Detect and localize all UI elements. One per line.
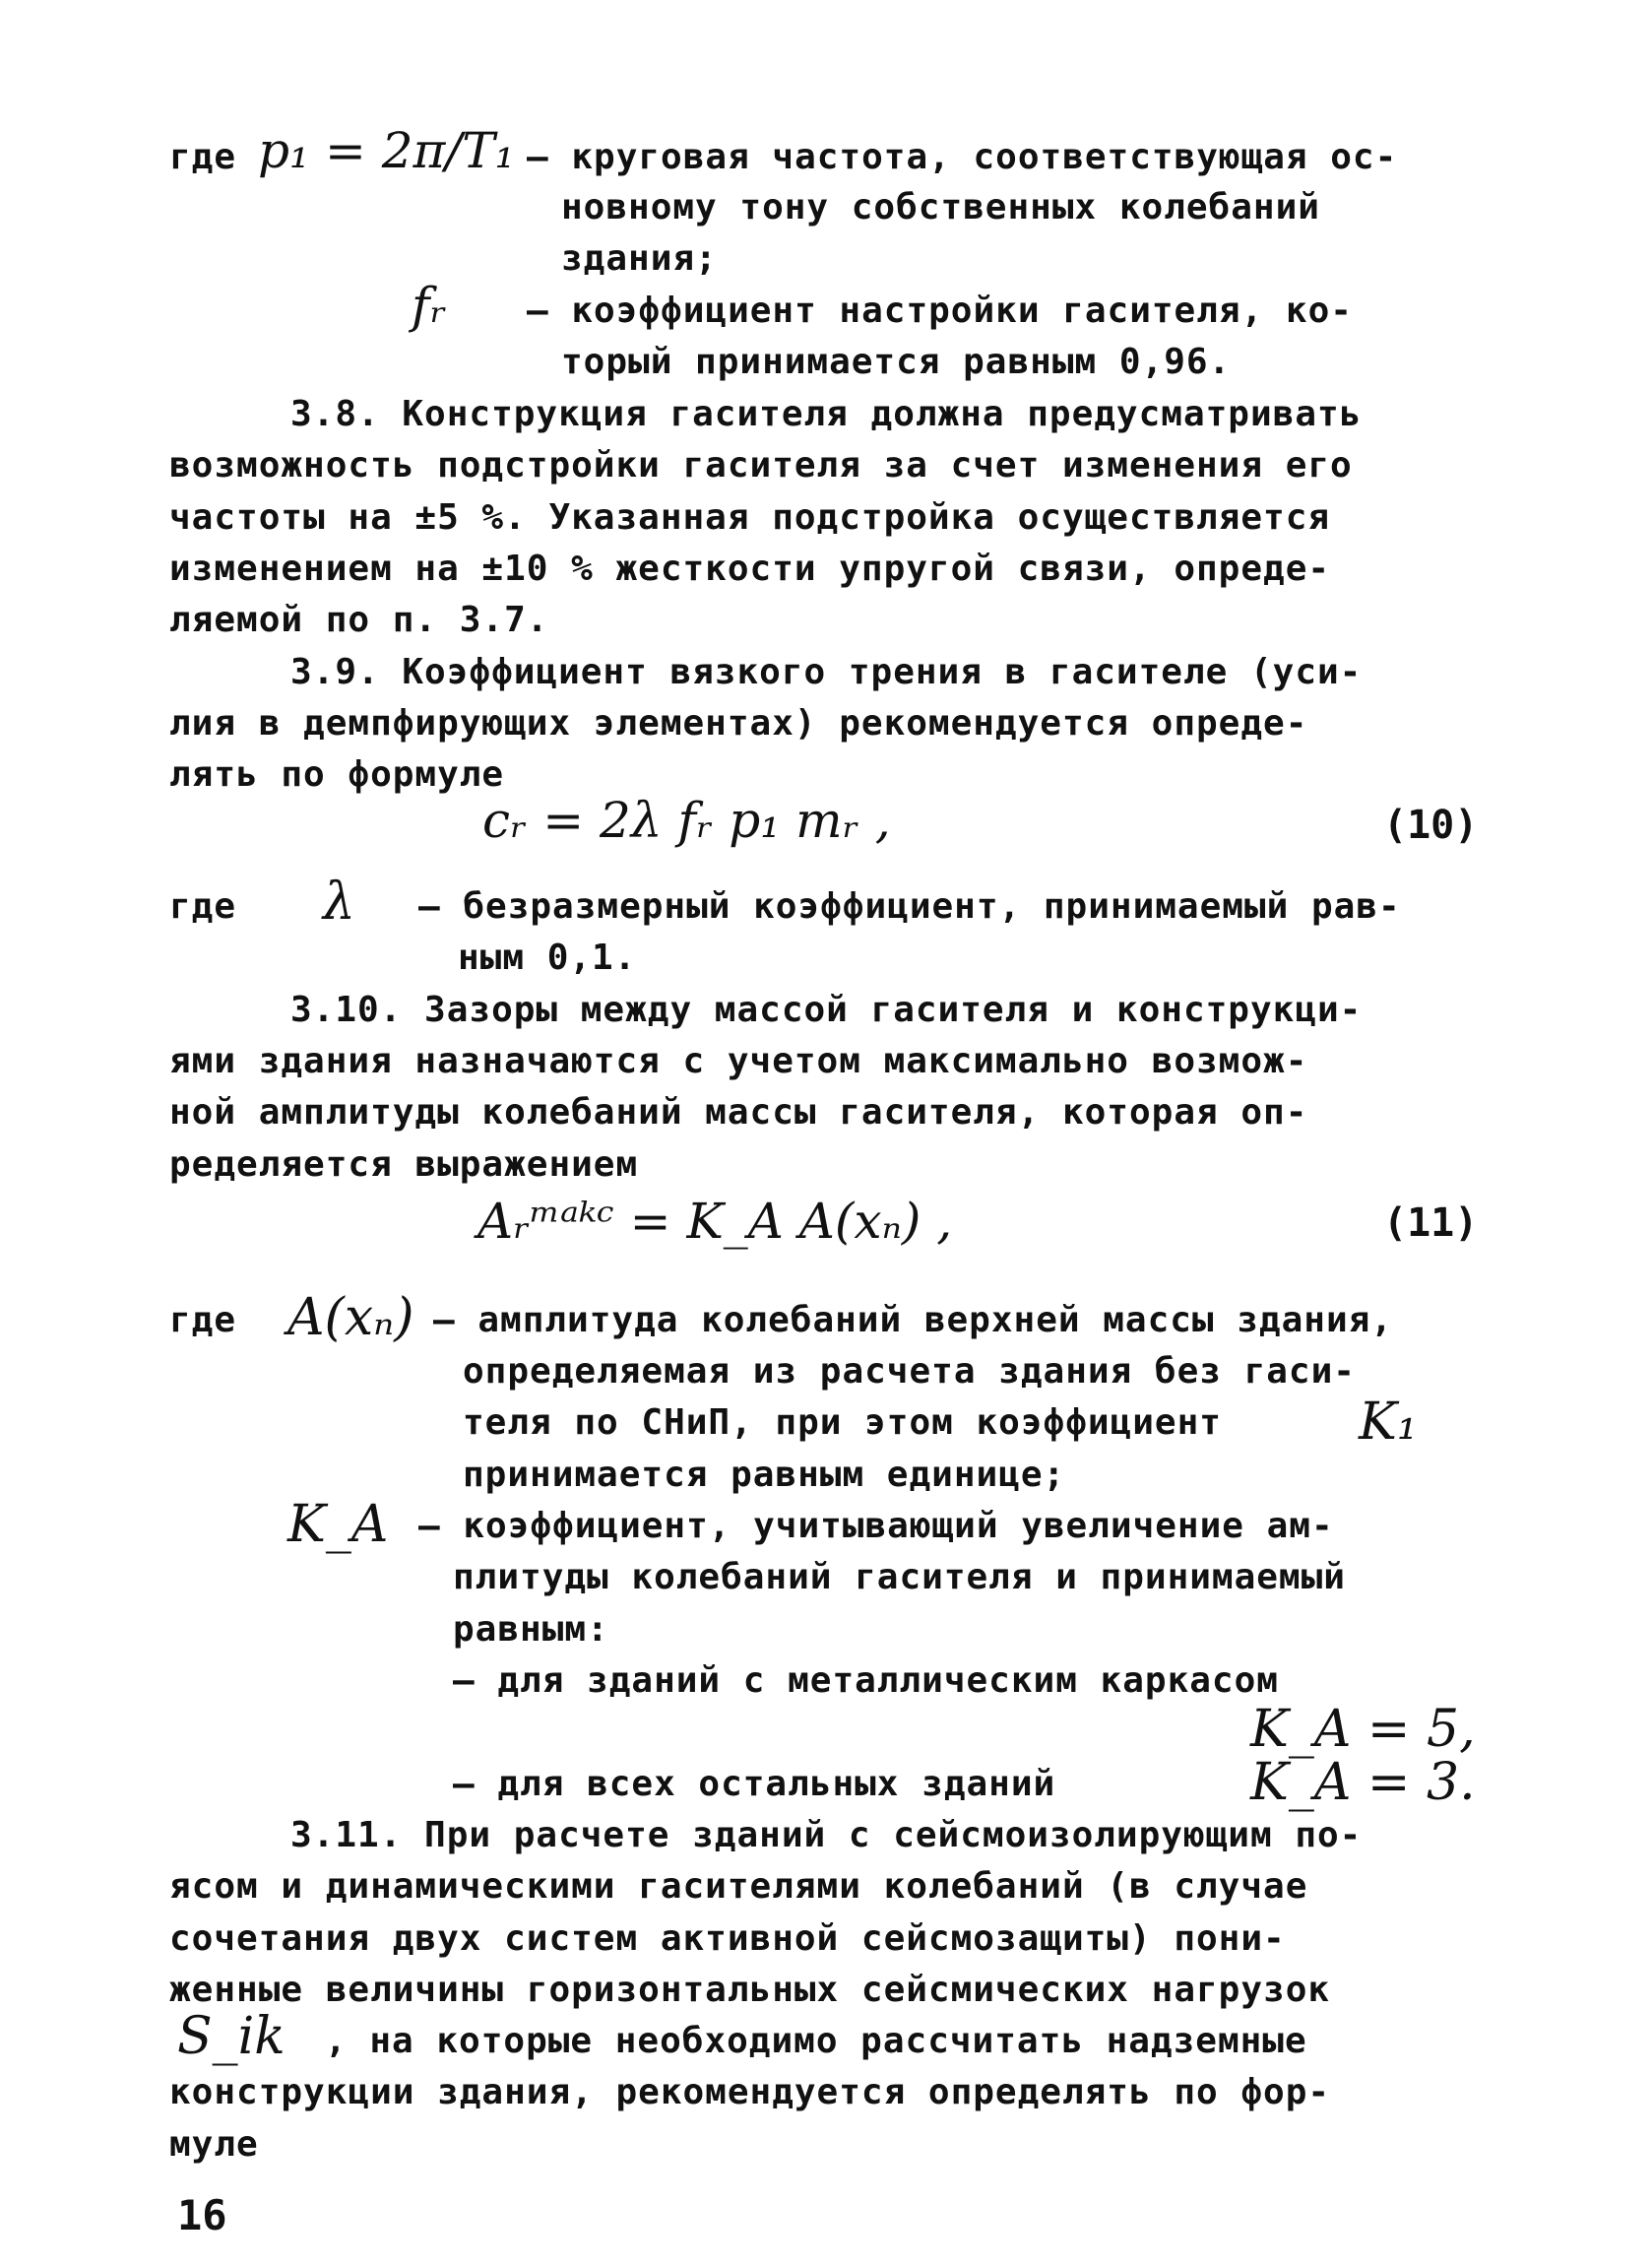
formula-lambda: λ xyxy=(323,873,355,932)
text-line: – безразмерный коэффициент, принимаемый рав- xyxy=(418,886,1401,927)
text-line: – амплитуда колебаний верхней массы здания, xyxy=(433,1300,1393,1340)
text-line: лия в демпфирующих элементах) рекомендуется опреде- xyxy=(169,703,1308,744)
text-line: принимается равным единице; xyxy=(463,1455,1066,1495)
text-where-3: где xyxy=(169,1300,237,1340)
text-line: – для всех остальных зданий xyxy=(453,1764,1056,1804)
text-line: частоты на ±5 %. Указанная подстройка осуществляется xyxy=(169,497,1331,538)
formula-KA-3: K_A = 3. xyxy=(1250,1753,1476,1812)
text-where-2: где xyxy=(169,886,237,927)
equation-10: cᵣ = 2λ fᵣ p₁ mᵣ , xyxy=(482,792,891,849)
formula-p1-definition: p₁ = 2π/T₁ xyxy=(258,122,515,179)
text-line: – круговая частота, соответствующая ос- xyxy=(527,137,1398,177)
text-line: лять по формуле xyxy=(169,754,505,795)
text-line: ясом и динамическими гасителями колебаний (в случае xyxy=(169,1866,1308,1907)
text-line: , на которые необходимо рассчитать надземные xyxy=(325,2021,1307,2061)
text-line: изменением на ±10 % жесткости упругой связи, опреде- xyxy=(169,549,1331,589)
text-line: возможность подстройки гасителя за счет изменения его xyxy=(169,445,1353,486)
paragraph-3-9-line: 3.9. Коэффициент вязкого трения в гасителе (уси- xyxy=(290,652,1363,692)
paragraph-3-11-line: 3.11. При расчете зданий с сейсмоизолирующим по- xyxy=(290,1815,1363,1855)
formula-A-xn: A(xₙ) xyxy=(287,1288,414,1347)
text-line: – для зданий с металлическим каркасом xyxy=(453,1660,1279,1701)
text-line: женные величины горизонтальных сейсмических нагрузок xyxy=(169,1970,1331,2010)
text-line: новному тону собственных колебаний xyxy=(561,187,1320,227)
formula-K1: K₁ xyxy=(1359,1393,1418,1452)
equation-11: Aᵣᵐᵃᵏᶜ = K_A A(xₙ) , xyxy=(477,1193,953,1250)
text-line: здания; xyxy=(561,238,718,279)
paragraph-3-10-line: 3.10. Зазоры между массой гасителя и конструкци- xyxy=(290,990,1363,1030)
formula-f-symbol: fᵣ xyxy=(412,277,447,334)
text-line: ным 0,1. xyxy=(458,938,637,978)
text-line: плитуды колебаний гасителя и принимаемый xyxy=(453,1557,1346,1597)
text-line: муле xyxy=(169,2124,259,2165)
text-line: – коэффициент, учитывающий увеличение ам- xyxy=(418,1506,1334,1546)
text-line: сочетания двух систем активной сейсмозащиты) пони- xyxy=(169,1918,1286,1959)
text-line: – коэффициент настройки гасителя, ко- xyxy=(527,291,1353,331)
equation-10-number: (10) xyxy=(1383,803,1479,848)
text-line: ляемой по п. 3.7. xyxy=(169,600,549,640)
paragraph-3-8-line: 3.8. Конструкция гасителя должна предусматривать xyxy=(290,394,1363,434)
text-line: конструкции здания, рекомендуется определять по фор- xyxy=(169,2072,1331,2112)
text-line: ределяется выражением xyxy=(169,1144,639,1185)
text-line: ной амплитуды колебаний массы гасителя, которая оп- xyxy=(169,1092,1308,1133)
formula-Sik: S_ik xyxy=(177,2007,286,2066)
text-line: теля по СНиП, при этом коэффициент xyxy=(463,1402,1222,1443)
text-line: равным: xyxy=(453,1609,609,1650)
text-line: торый принимается равным 0,96. xyxy=(561,342,1232,382)
page-number: 16 xyxy=(177,2191,227,2239)
text-where-1: где xyxy=(169,137,237,177)
text-line: определяемая из расчета здания без гаси- xyxy=(463,1351,1356,1392)
formula-KA: K_A xyxy=(287,1495,389,1554)
formula-KA-5: K_A = 5, xyxy=(1250,1700,1476,1759)
text-line: ями здания назначаются с учетом максимально возмож- xyxy=(169,1041,1308,1081)
equation-11-number: (11) xyxy=(1383,1200,1479,1246)
